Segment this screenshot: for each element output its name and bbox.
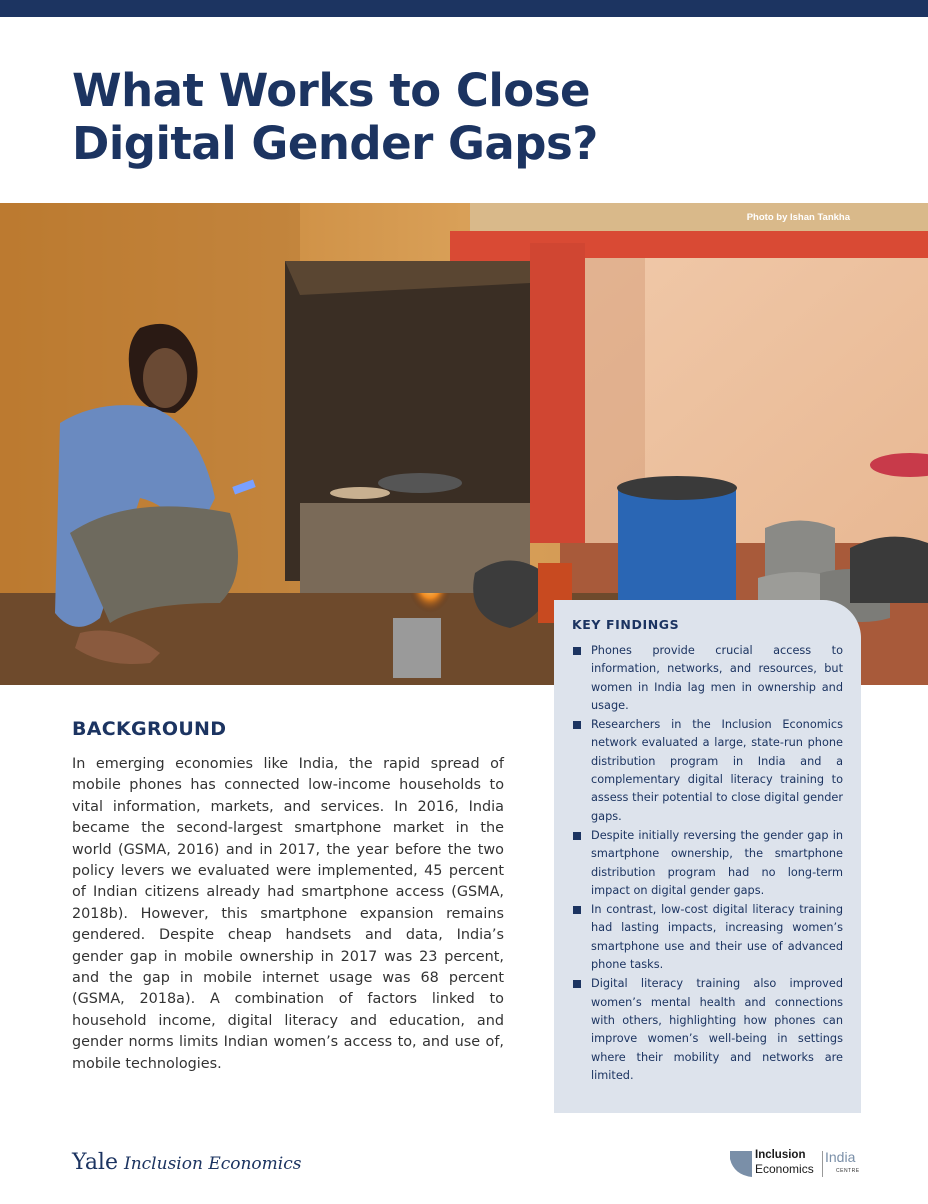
background-heading: BACKGROUND bbox=[72, 718, 227, 740]
logo-mark-icon bbox=[730, 1151, 752, 1177]
background-text: In emerging economies like India, the rapid spread of mobile phones has connected low-income households to vital information, markets, and services. In 2016, India became the second-largest smartphone market in the world (GSMA, 2016) and in 2017, the year before the two policy levers we evaluated were implemented, 45 percent of Indian citizens already had smartphone access (GSMA, 2018b). However, this smartphone expansion remains gendered. Despite cheap handsets and data, India’s gender gap in mobile ownership in 2017 was 23 percent, and the gap in mobile internet usage was 68 percent (GSMA, 2018a). A combination of factors linked to household income, digital literacy and education, and gender norms limits Indian women’s access to, and use of, mobile technologies. bbox=[72, 756, 504, 1072]
title-line-2: Digital Gender Gaps? bbox=[72, 117, 598, 170]
logo-india: India bbox=[825, 1149, 856, 1165]
yale-wordmark: Yale bbox=[72, 1150, 118, 1175]
logo-line-1: Inclusion bbox=[755, 1149, 806, 1161]
finding-text: Phones provide crucial access to information, networks, and resources, but women in India lag men in ownership and usage. bbox=[591, 644, 843, 712]
square-bullet-icon bbox=[573, 832, 581, 840]
list-item bbox=[572, 827, 843, 900]
square-bullet-icon bbox=[573, 721, 581, 729]
list-item bbox=[572, 642, 843, 715]
finding-text: In contrast, low-cost digital literacy training had lasting impacts, increasing women’s smartphone use and their use of advanced phone tasks. bbox=[591, 903, 843, 972]
photo-credit: Photo by Ishan Tankha bbox=[746, 212, 850, 223]
yale-inclusion-economics-logo bbox=[72, 1150, 301, 1175]
inclusion-economics-wordmark: Inclusion Economics bbox=[124, 1154, 302, 1174]
top-bar bbox=[0, 0, 928, 17]
square-bullet-icon bbox=[573, 980, 581, 988]
key-findings-heading: KEY FINDINGS bbox=[572, 617, 680, 632]
square-bullet-icon bbox=[573, 906, 581, 914]
logo-centre: CENTRE bbox=[836, 1168, 860, 1174]
title-line-1: What Works to Close bbox=[72, 64, 590, 117]
key-findings-list bbox=[572, 642, 843, 1085]
logo-divider bbox=[822, 1151, 823, 1177]
finding-text: Despite initially reversing the gender gap in smartphone ownership, the smartphone distribution program had no long-term impact on digital gender gaps. bbox=[591, 828, 843, 897]
list-item bbox=[572, 716, 843, 826]
inclusion-economics-india-logo bbox=[730, 1149, 864, 1179]
square-bullet-icon bbox=[573, 647, 581, 655]
background-section bbox=[72, 718, 504, 1075]
finding-text: Digital literacy training also improved women’s mental health and connections with others, highlighting how phones can improve women’s well-being in settings where their mobility and networks are limited. bbox=[591, 977, 843, 1082]
list-item bbox=[572, 975, 843, 1085]
list-item bbox=[572, 901, 843, 974]
logo-line-2: Economics bbox=[755, 1162, 814, 1176]
page-title bbox=[72, 64, 872, 170]
finding-text: Researchers in the Inclusion Economics network evaluated a large, state-run phone distribution program in India and a complementary digital literacy training to assess their potential to close digital gender gaps. bbox=[591, 718, 843, 823]
key-findings-box bbox=[554, 600, 861, 1113]
